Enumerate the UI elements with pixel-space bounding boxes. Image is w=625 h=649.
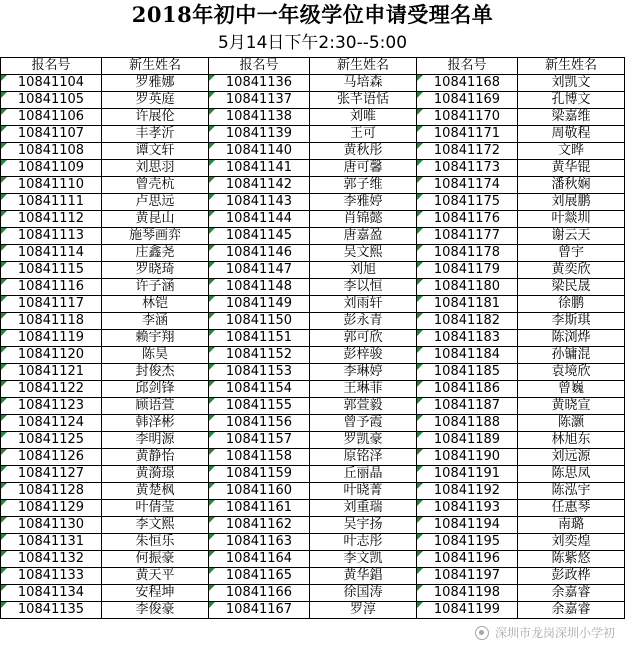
registration-number-cell[interactable]: 10841195 — [417, 534, 518, 551]
student-name-cell[interactable]: 林旭东 — [518, 432, 625, 449]
registration-number-cell[interactable]: 10841192 — [417, 483, 518, 500]
registration-number-cell[interactable]: 10841120 — [1, 347, 102, 364]
registration-number-cell[interactable]: 10841131 — [1, 534, 102, 551]
registration-number-cell[interactable]: 10841149 — [209, 296, 310, 313]
table-row — [1, 177, 625, 194]
registration-number-cell[interactable]: 10841112 — [1, 211, 102, 228]
student-name-cell[interactable]: 刘唯 — [310, 109, 417, 126]
registration-number-cell[interactable]: 10841130 — [1, 517, 102, 534]
registration-number-cell[interactable]: 10841139 — [209, 126, 310, 143]
student-name-cell[interactable]: 李文凯 — [310, 551, 417, 568]
student-name-cell[interactable]: 刘旭 — [310, 262, 417, 279]
table-row — [1, 160, 625, 177]
student-name-cell[interactable]: 刘雨轩 — [310, 296, 417, 313]
student-name-cell[interactable]: 余嘉睿 — [518, 602, 625, 619]
registration-number-cell[interactable]: 10841140 — [209, 143, 310, 160]
registration-number-cell[interactable]: 10841143 — [209, 194, 310, 211]
registration-number-cell[interactable]: 10841153 — [209, 364, 310, 381]
registration-number-cell[interactable]: 10841144 — [209, 211, 310, 228]
student-name-cell[interactable]: 郭萱毅 — [310, 398, 417, 415]
registration-number-cell[interactable]: 10841177 — [417, 228, 518, 245]
table-row — [1, 585, 625, 602]
table-row — [1, 211, 625, 228]
registration-number-cell[interactable]: 10841199 — [417, 602, 518, 619]
student-name-cell[interactable]: 黄楚枫 — [102, 483, 209, 500]
registration-number-cell[interactable]: 10841172 — [417, 143, 518, 160]
table-row — [1, 262, 625, 279]
registration-number-cell[interactable]: 10841164 — [209, 551, 310, 568]
registration-number-cell[interactable]: 10841124 — [1, 415, 102, 432]
registration-number-cell[interactable]: 10841141 — [209, 160, 310, 177]
registration-number-cell[interactable]: 10841128 — [1, 483, 102, 500]
student-name-cell[interactable]: 丘丽晶 — [310, 466, 417, 483]
registration-number-cell[interactable]: 10841155 — [209, 398, 310, 415]
registration-number-cell[interactable]: 10841135 — [1, 602, 102, 619]
student-name-cell[interactable]: 黄漪璟 — [102, 466, 209, 483]
registration-number-cell[interactable]: 10841157 — [209, 432, 310, 449]
student-name-cell[interactable]: 梁民晟 — [518, 279, 625, 296]
registration-number-cell[interactable]: 10841173 — [417, 160, 518, 177]
column-header: 新生姓名 — [102, 58, 209, 75]
registration-number-cell[interactable]: 10841111 — [1, 194, 102, 211]
registration-number-cell[interactable]: 10841183 — [417, 330, 518, 347]
student-name-cell[interactable]: 封俊杰 — [102, 364, 209, 381]
registration-number-cell[interactable]: 10841161 — [209, 500, 310, 517]
student-name-cell[interactable]: 施琴画弈 — [102, 228, 209, 245]
student-name-cell[interactable]: 庄鑫尧 — [102, 245, 209, 262]
registration-number-cell[interactable]: 10841114 — [1, 245, 102, 262]
student-name-cell[interactable]: 安程坤 — [102, 585, 209, 602]
registration-number-cell[interactable]: 10841193 — [417, 500, 518, 517]
student-name-cell[interactable]: 王琳菲 — [310, 381, 417, 398]
student-name-cell[interactable]: 孙镛混 — [518, 347, 625, 364]
column-header: 新生姓名 — [518, 58, 625, 75]
table-row — [1, 398, 625, 415]
admission-list-table — [0, 57, 625, 619]
student-name-cell[interactable]: 唐嘉盈 — [310, 228, 417, 245]
student-name-cell[interactable]: 黄华錩 — [310, 568, 417, 585]
registration-number-cell[interactable]: 10841115 — [1, 262, 102, 279]
table-row — [1, 432, 625, 449]
registration-number-cell[interactable]: 10841182 — [417, 313, 518, 330]
student-name-cell[interactable]: 刘展鹏 — [518, 194, 625, 211]
student-name-cell[interactable]: 顾语萱 — [102, 398, 209, 415]
student-name-cell[interactable]: 王可 — [310, 126, 417, 143]
registration-number-cell[interactable]: 10841119 — [1, 330, 102, 347]
student-name-cell[interactable]: 李俊豪 — [102, 602, 209, 619]
registration-number-cell[interactable]: 10841198 — [417, 585, 518, 602]
student-name-cell[interactable]: 许展伦 — [102, 109, 209, 126]
table-row — [1, 500, 625, 517]
student-name-cell[interactable]: 李雅婷 — [310, 194, 417, 211]
registration-number-cell[interactable]: 10841186 — [417, 381, 518, 398]
registration-number-cell[interactable]: 10841197 — [417, 568, 518, 585]
column-header: 报名号 — [209, 58, 310, 75]
student-name-cell[interactable]: 罗淳 — [310, 602, 417, 619]
registration-number-cell[interactable]: 10841136 — [209, 75, 310, 92]
registration-number-cell[interactable]: 10841185 — [417, 364, 518, 381]
student-name-cell[interactable]: 罗凯豪 — [310, 432, 417, 449]
student-name-cell[interactable]: 林铠 — [102, 296, 209, 313]
table-row — [1, 347, 625, 364]
registration-number-cell[interactable]: 10841104 — [1, 75, 102, 92]
table-row — [1, 381, 625, 398]
table-row — [1, 109, 625, 126]
registration-number-cell[interactable]: 10841169 — [417, 92, 518, 109]
registration-number-cell[interactable]: 10841184 — [417, 347, 518, 364]
table-row — [1, 483, 625, 500]
registration-number-cell[interactable]: 10841134 — [1, 585, 102, 602]
student-name-cell[interactable]: 罗雅娜 — [102, 75, 209, 92]
registration-number-cell[interactable]: 10841127 — [1, 466, 102, 483]
registration-number-cell[interactable]: 10841159 — [209, 466, 310, 483]
registration-number-cell[interactable]: 10841191 — [417, 466, 518, 483]
registration-number-cell[interactable]: 10841113 — [1, 228, 102, 245]
registration-number-cell[interactable]: 10841150 — [209, 313, 310, 330]
registration-number-cell[interactable]: 10841168 — [417, 75, 518, 92]
student-name-cell[interactable]: 叶志彤 — [310, 534, 417, 551]
registration-number-cell[interactable]: 10841142 — [209, 177, 310, 194]
student-name-cell[interactable]: 陈泓宇 — [518, 483, 625, 500]
registration-number-cell[interactable]: 10841174 — [417, 177, 518, 194]
registration-number-cell[interactable]: 10841171 — [417, 126, 518, 143]
student-name-cell[interactable]: 彭梓骏 — [310, 347, 417, 364]
registration-number-cell[interactable]: 10841129 — [1, 500, 102, 517]
table-body — [1, 75, 625, 619]
page-subtitle: 5月14日下午2:30--5:00 — [217, 33, 408, 53]
table-row — [1, 602, 625, 619]
registration-number-cell[interactable]: 10841145 — [209, 228, 310, 245]
student-name-cell[interactable]: 叶倩莹 — [102, 500, 209, 517]
student-name-cell[interactable]: 南璐 — [518, 517, 625, 534]
table-row — [1, 415, 625, 432]
student-name-cell[interactable]: 黄华锟 — [518, 160, 625, 177]
student-name-cell[interactable]: 曾壳杭 — [102, 177, 209, 194]
registration-number-cell[interactable]: 10841138 — [209, 109, 310, 126]
student-name-cell[interactable]: 刘重瑞 — [310, 500, 417, 517]
registration-number-cell[interactable]: 10841154 — [209, 381, 310, 398]
student-name-cell[interactable]: 刘思羽 — [102, 160, 209, 177]
registration-number-cell[interactable]: 10841165 — [209, 568, 310, 585]
student-name-cell[interactable]: 黄昆山 — [102, 211, 209, 228]
student-name-cell[interactable]: 朱恒乐 — [102, 534, 209, 551]
student-name-cell[interactable]: 徐鹏 — [518, 296, 625, 313]
student-name-cell[interactable]: 邱剑锋 — [102, 381, 209, 398]
student-name-cell[interactable]: 赖宇翔 — [102, 330, 209, 347]
registration-number-cell[interactable]: 10841148 — [209, 279, 310, 296]
column-header: 新生姓名 — [310, 58, 417, 75]
student-name-cell[interactable]: 马培森 — [310, 75, 417, 92]
registration-number-cell[interactable]: 10841121 — [1, 364, 102, 381]
registration-number-cell[interactable]: 10841180 — [417, 279, 518, 296]
watermark — [471, 623, 619, 643]
student-name-cell[interactable]: 原铭泽 — [310, 449, 417, 466]
table-row — [1, 551, 625, 568]
registration-number-cell[interactable]: 10841163 — [209, 534, 310, 551]
student-name-cell[interactable]: 黄晓宣 — [518, 398, 625, 415]
registration-number-cell[interactable]: 10841106 — [1, 109, 102, 126]
registration-number-cell[interactable]: 10841108 — [1, 143, 102, 160]
student-name-cell[interactable]: 余嘉睿 — [518, 585, 625, 602]
student-name-cell[interactable]: 肖锦懿 — [310, 211, 417, 228]
student-name-cell[interactable]: 李以恒 — [310, 279, 417, 296]
student-name-cell[interactable]: 彭政桦 — [518, 568, 625, 585]
student-name-cell[interactable]: 李斯琪 — [518, 313, 625, 330]
registration-number-cell[interactable]: 10841194 — [417, 517, 518, 534]
table-row — [1, 364, 625, 381]
student-name-cell[interactable]: 张芊语恬 — [310, 92, 417, 109]
student-name-cell[interactable]: 任惠琴 — [518, 500, 625, 517]
student-name-cell[interactable]: 何振豪 — [102, 551, 209, 568]
registration-number-cell[interactable]: 10841151 — [209, 330, 310, 347]
student-name-cell[interactable]: 李琳婷 — [310, 364, 417, 381]
registration-number-cell[interactable]: 10841188 — [417, 415, 518, 432]
student-name-cell[interactable]: 许子涵 — [102, 279, 209, 296]
student-name-cell[interactable]: 谭文轩 — [102, 143, 209, 160]
column-header: 报名号 — [417, 58, 518, 75]
student-name-cell[interactable]: 李文熙 — [102, 517, 209, 534]
student-name-cell[interactable]: 李涵 — [102, 313, 209, 330]
table-row — [1, 75, 625, 92]
student-name-cell[interactable]: 孔博文 — [518, 92, 625, 109]
registration-number-cell[interactable]: 10841123 — [1, 398, 102, 415]
student-name-cell[interactable]: 唐可馨 — [310, 160, 417, 177]
column-header: 报名号 — [1, 58, 102, 75]
student-name-cell[interactable]: 陈浏烨 — [518, 330, 625, 347]
chat-bubble-icon — [475, 626, 489, 640]
table-row — [1, 228, 625, 245]
student-name-cell[interactable]: 彭永青 — [310, 313, 417, 330]
table-row — [1, 245, 625, 262]
student-name-cell[interactable]: 罗晓琦 — [102, 262, 209, 279]
student-name-cell[interactable]: 刘凯文 — [518, 75, 625, 92]
registration-number-cell[interactable]: 10841116 — [1, 279, 102, 296]
student-name-cell[interactable]: 袁境欣 — [518, 364, 625, 381]
student-name-cell[interactable]: 卢思远 — [102, 194, 209, 211]
registration-number-cell[interactable]: 10841122 — [1, 381, 102, 398]
table-row — [1, 330, 625, 347]
table-row — [1, 194, 625, 211]
registration-number-cell[interactable]: 10841162 — [209, 517, 310, 534]
student-name-cell[interactable]: 梁嘉维 — [518, 109, 625, 126]
registration-number-cell[interactable]: 10841189 — [417, 432, 518, 449]
table-row — [1, 126, 625, 143]
table-header-row — [1, 58, 625, 75]
student-name-cell[interactable]: 叶燚圳 — [518, 211, 625, 228]
student-name-cell[interactable]: 罗英庭 — [102, 92, 209, 109]
student-name-cell[interactable]: 韩泽彬 — [102, 415, 209, 432]
table-row — [1, 466, 625, 483]
watermark-text: 深圳市龙岗深圳小学初 — [494, 626, 615, 640]
student-name-cell[interactable]: 刘远源 — [518, 449, 625, 466]
student-name-cell[interactable]: 黄静怡 — [102, 449, 209, 466]
student-name-cell[interactable]: 谢云天 — [518, 228, 625, 245]
registration-number-cell[interactable]: 10841107 — [1, 126, 102, 143]
student-name-cell[interactable]: 曾巍 — [518, 381, 625, 398]
table-row — [1, 92, 625, 109]
student-name-cell[interactable]: 文晔 — [518, 143, 625, 160]
registration-number-cell[interactable]: 10841110 — [1, 177, 102, 194]
registration-number-cell[interactable]: 10841170 — [417, 109, 518, 126]
registration-number-cell[interactable]: 10841187 — [417, 398, 518, 415]
registration-number-cell[interactable]: 10841146 — [209, 245, 310, 262]
student-name-cell[interactable]: 曾宇 — [518, 245, 625, 262]
registration-number-cell[interactable]: 10841167 — [209, 602, 310, 619]
registration-number-cell[interactable]: 10841125 — [1, 432, 102, 449]
table-row — [1, 279, 625, 296]
registration-number-cell[interactable]: 10841117 — [1, 296, 102, 313]
student-name-cell[interactable]: 陈思凤 — [518, 466, 625, 483]
student-name-cell[interactable]: 黄秋彤 — [310, 143, 417, 160]
registration-number-cell[interactable]: 10841166 — [209, 585, 310, 602]
student-name-cell[interactable]: 黄天平 — [102, 568, 209, 585]
registration-number-cell[interactable]: 10841179 — [417, 262, 518, 279]
registration-number-cell[interactable]: 10841137 — [209, 92, 310, 109]
table-row — [1, 568, 625, 585]
registration-number-cell[interactable]: 10841105 — [1, 92, 102, 109]
student-name-cell[interactable]: 丰孝沂 — [102, 126, 209, 143]
student-name-cell[interactable]: 李明源 — [102, 432, 209, 449]
student-name-cell[interactable]: 吴文熙 — [310, 245, 417, 262]
registration-number-cell[interactable]: 10841133 — [1, 568, 102, 585]
student-name-cell[interactable]: 陈灏 — [518, 415, 625, 432]
page-title: 2018年初中一年级学位申请受理名单 — [131, 2, 494, 27]
registration-number-cell[interactable]: 10841176 — [417, 211, 518, 228]
registration-number-cell[interactable]: 10841132 — [1, 551, 102, 568]
student-name-cell[interactable]: 周敬程 — [518, 126, 625, 143]
registration-number-cell[interactable]: 10841160 — [209, 483, 310, 500]
student-name-cell[interactable]: 叶晓菁 — [310, 483, 417, 500]
student-name-cell[interactable]: 潘秋娴 — [518, 177, 625, 194]
registration-number-cell[interactable]: 10841109 — [1, 160, 102, 177]
registration-number-cell[interactable]: 10841181 — [417, 296, 518, 313]
table-row — [1, 296, 625, 313]
registration-number-cell[interactable]: 10841178 — [417, 245, 518, 262]
registration-number-cell[interactable]: 10841158 — [209, 449, 310, 466]
student-name-cell[interactable]: 黄奕欣 — [518, 262, 625, 279]
registration-number-cell[interactable]: 10841126 — [1, 449, 102, 466]
registration-number-cell[interactable]: 10841118 — [1, 313, 102, 330]
student-name-cell[interactable]: 陈昊 — [102, 347, 209, 364]
student-name-cell[interactable]: 郭子维 — [310, 177, 417, 194]
student-name-cell[interactable]: 刘奕煌 — [518, 534, 625, 551]
registration-number-cell[interactable]: 10841156 — [209, 415, 310, 432]
registration-number-cell[interactable]: 10841190 — [417, 449, 518, 466]
table-row — [1, 517, 625, 534]
table-row — [1, 534, 625, 551]
registration-number-cell[interactable]: 10841196 — [417, 551, 518, 568]
registration-number-cell[interactable]: 10841152 — [209, 347, 310, 364]
registration-number-cell[interactable]: 10841147 — [209, 262, 310, 279]
student-name-cell[interactable]: 吴宇扬 — [310, 517, 417, 534]
student-name-cell[interactable]: 徐国涛 — [310, 585, 417, 602]
table-row — [1, 449, 625, 466]
student-name-cell[interactable]: 曾予霞 — [310, 415, 417, 432]
student-name-cell[interactable]: 陈紫悠 — [518, 551, 625, 568]
table-row — [1, 313, 625, 330]
registration-number-cell[interactable]: 10841175 — [417, 194, 518, 211]
student-name-cell[interactable]: 郭可欣 — [310, 330, 417, 347]
table-row — [1, 143, 625, 160]
